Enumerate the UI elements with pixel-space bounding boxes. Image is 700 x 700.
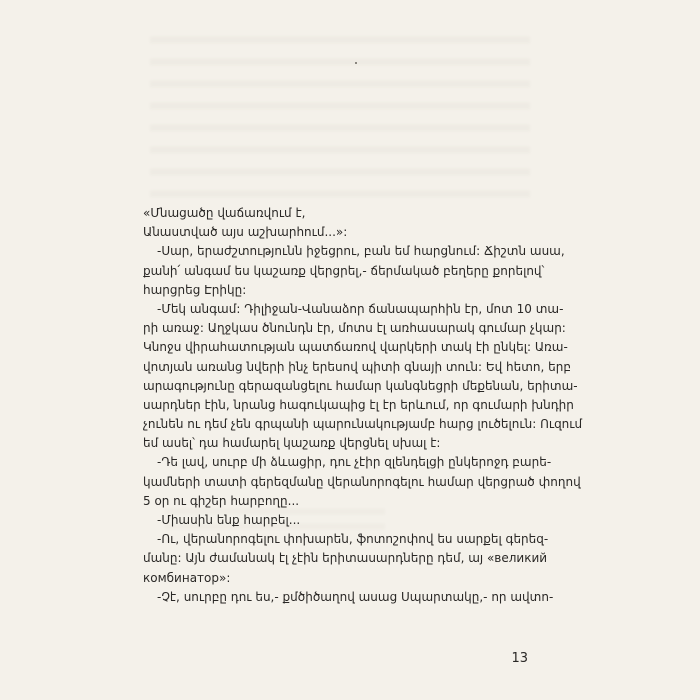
paragraph-line: -Չէ, սուրբը դու ես,- քմծիծաղով ասաց Սպարտակը,- որ ավտո- — [157, 589, 554, 604]
paragraph-line: -Մեկ անգամ: Դիլիջան-Վանաձոր ճանապարհին էր, մոտ 10 տա- — [157, 301, 564, 316]
paragraph-line: արագությունը գերազանցելու համար կանգնեցրի մեքենան, երիտա- — [143, 378, 578, 393]
paragraph-line: մանը: Այն ժամանակ էլ չէին երիտասարդները դեմ, այ «великий — [143, 551, 548, 566]
paragraph-line: չունեն ու դեմ չեն գրպանի պարունակությամբ հարց լուծելուն: Ուզում — [143, 417, 583, 432]
paragraph-line: հարցրեց Էրիկը: — [143, 282, 247, 297]
paragraph-line: -Ու, վերանորոգելու փոխարեն, ֆոտոշոփով ես սարքել գերեզ- — [157, 532, 549, 547]
paragraph-line: -Դե լավ, սուրբ մի ձևացիր, դու չէիր զլենդելցի ընկերոջդ բարե- — [157, 455, 552, 470]
paragraph-line: կամների տատի գերեզմանը վերանորոգելու համար վերցրած փողով — [143, 474, 581, 489]
paragraph-line: комбинатор»: — [143, 570, 231, 585]
page-number: 13 — [511, 651, 528, 666]
paper-speck — [355, 62, 357, 64]
paragraph-line: րի առաջ: Աղջկաս ծնունդն էր, մոտս էլ առհասարակ գումար չկար: — [143, 321, 566, 336]
paragraph-line: սարդներ էին, նրանց հագուկապից էլ էր երևում, որ գումարի խնդիր — [143, 397, 574, 412]
paragraph-line: վոտյան առանց նվերի ինչ երեսով պիտի գնայի տուն: Եվ հետո, երբ — [143, 359, 571, 374]
verse-line: «Մնացածը վաճառվում է, — [143, 206, 306, 220]
body-text — [143, 204, 583, 607]
paragraph-line: -Միասին ենք հարբել... — [157, 513, 301, 527]
paragraph-line: քանի՛ անգամ ես կաշառք վերցրել,- ճերմակած բեղերը քորելով՝ — [143, 263, 545, 278]
bleed-through-text — [150, 30, 530, 205]
verse-line: Անաստված այս աշխարհում...»: — [143, 225, 348, 240]
paragraph-line: եմ ասել՝ դա համարել կաշառք վերցնել սխալ է: — [143, 436, 441, 451]
paragraph-line: Կնոջս վիրահատության պատճառով վարկերի տակ էի ընկել: Առա- — [143, 340, 568, 355]
paragraph-line: 5 օր ու գիշեր հարբողը... — [143, 493, 300, 508]
paragraph-line: -Սար, երաժշտությունն իջեցրու, բան եմ հարցնում: Ճիշտն ասա, — [157, 244, 565, 259]
